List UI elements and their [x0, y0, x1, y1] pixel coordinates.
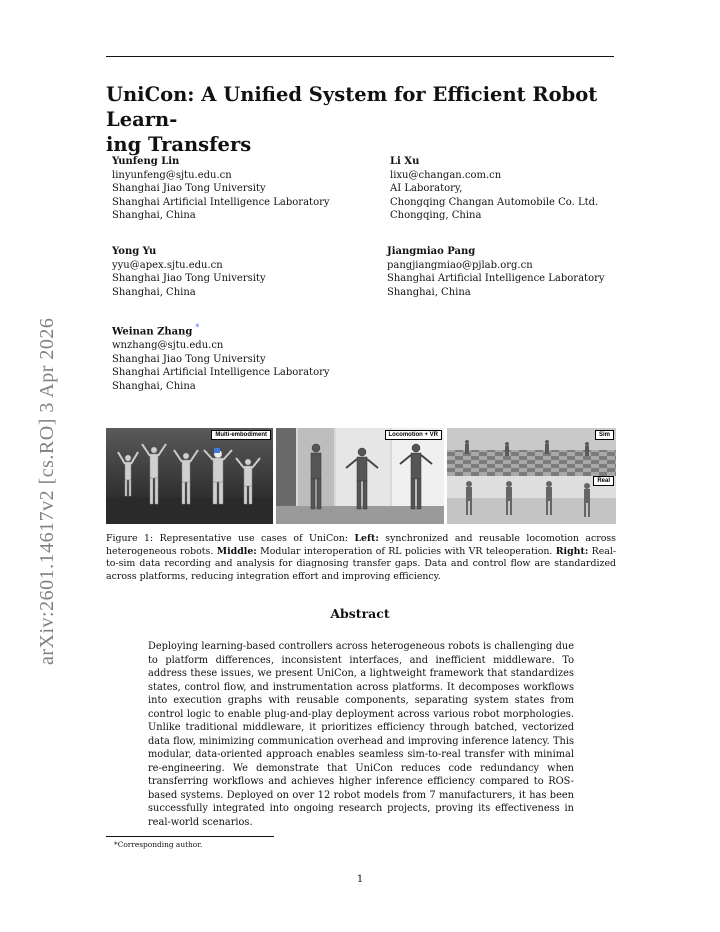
locomotion-vr-image	[276, 428, 444, 524]
author-affiliation: AI Laboratory,	[390, 183, 463, 195]
abstract-body: Deploying learning-based controllers across heterogeneous robots is challenging due to platform differences, inconsistent interfaces, and inefficient middleware. To address these issues, we present UniCon, a lightweight framework that standardizes states, control flow, and instrumentation across platforms. It decomposes workflows into execution graphs with reusable components, separating system states from control logic to enable plug-and-play deployment across various robot morphologies. Unlike traditional middleware, it prioritizes efficiency through batched, vectorized data flow, minimizing communication overhead and improving inference latency. This modular, data-oriented approach enables seamless sim-to-real transfer with minimal re-engineering. We demonstrate that UniCon reduces code redundancy when transferring workflows and achieves higher inference efficiency compared to ROS-based systems. Deployed on over 12 robot models from 7 manufacturers, it has been successfully integrated into ongoing research projects, proving its effectiveness in real-world scenarios.	[148, 641, 574, 828]
figure-tag-sim: Sim	[595, 430, 614, 440]
caption-label-middle: Middle:	[216, 545, 257, 557]
author-affiliation: Shanghai Jiao Tong University	[112, 183, 266, 195]
author-affiliation: Shanghai Artificial Intelligence Laboratory	[387, 273, 605, 285]
author-block-zhang	[112, 321, 330, 393]
arxiv-stamp[interactable]: arXiv:2601.14617v2 [cs.RO] 3 Apr 2026	[36, 317, 58, 665]
corresponding-author-mark[interactable]: *	[195, 323, 200, 332]
paper-title	[106, 82, 626, 157]
figure-panel-middle	[276, 428, 444, 524]
caption-text: Figure 1: Representative use cases of UniCon:	[106, 533, 355, 544]
author-email[interactable]: lixu@changan.com.cn	[390, 169, 502, 181]
caption-label-left: Left:	[354, 533, 379, 544]
title-line-1: UniCon: A Unified System for Efficient Robot Learn-	[106, 83, 598, 131]
author-location: Shanghai, China	[112, 380, 196, 392]
author-location: Chongqing, China	[390, 210, 482, 222]
author-name: Jiangmiao Pang	[387, 246, 476, 257]
caption-label-right: Right:	[555, 545, 589, 557]
author-affiliation: Shanghai Jiao Tong University	[112, 273, 266, 285]
author-email[interactable]: linyunfeng@sjtu.edu.cn	[112, 169, 232, 181]
figure-tag-multi-embodiment: Multi-embodiment	[211, 430, 271, 440]
author-email[interactable]: wnzhang@sjtu.edu.cn	[112, 339, 224, 351]
figure-1	[106, 428, 616, 524]
author-name: Yunfeng Lin	[112, 156, 180, 167]
top-rule	[106, 56, 614, 57]
author-affiliation: Chongqing Changan Automobile Co. Ltd.	[390, 196, 599, 208]
author-block-xu	[390, 155, 598, 223]
title-line-2: ing Transfers	[106, 133, 252, 156]
page-number: 1	[356, 874, 364, 885]
author-name: Weinan Zhang	[112, 326, 193, 338]
author-email[interactable]: pangjiangmiao@pjlab.org.cn	[387, 259, 533, 271]
author-name: Li Xu	[390, 156, 420, 167]
abstract-heading: Abstract	[330, 606, 390, 621]
author-block-lin	[112, 155, 330, 223]
author-affiliation: Shanghai Jiao Tong University	[112, 353, 266, 365]
footnote-rule	[106, 836, 274, 837]
figure-panel-right	[447, 428, 616, 524]
figure-caption	[106, 533, 616, 584]
figure-tag-real: Real	[593, 476, 614, 486]
author-location: Shanghai, China	[112, 286, 196, 298]
author-affiliation: Shanghai Artificial Intelligence Laboratory	[112, 367, 330, 379]
figure-tag-locomotion-vr: Locomotion + VR	[385, 430, 443, 440]
caption-text: Real-to-sim data recording and analysis for diagnosing transfer gaps. Data and control flow are standardized across platforms, reducing integration effort and improving efficiency.	[106, 545, 617, 583]
caption-text: synchronized and reusable locomotion across heterogeneous robots.	[106, 533, 616, 557]
author-location: Shanghai, China	[112, 210, 196, 222]
robot-group-image	[106, 428, 273, 524]
author-block-pang	[387, 245, 605, 299]
figure-panel-left	[106, 428, 273, 524]
footnote-corresponding: *Corresponding author.	[114, 840, 203, 849]
sim-real-image	[447, 428, 616, 524]
caption-text: Modular interoperation of RL policies with VR teleoperation.	[256, 545, 556, 557]
author-block-yu	[112, 245, 266, 299]
author-location: Shanghai, China	[387, 286, 471, 298]
author-name: Yong Yu	[112, 246, 157, 257]
author-email[interactable]: yyu@apex.sjtu.edu.cn	[112, 259, 223, 271]
author-affiliation: Shanghai Artificial Intelligence Laboratory	[112, 196, 330, 208]
